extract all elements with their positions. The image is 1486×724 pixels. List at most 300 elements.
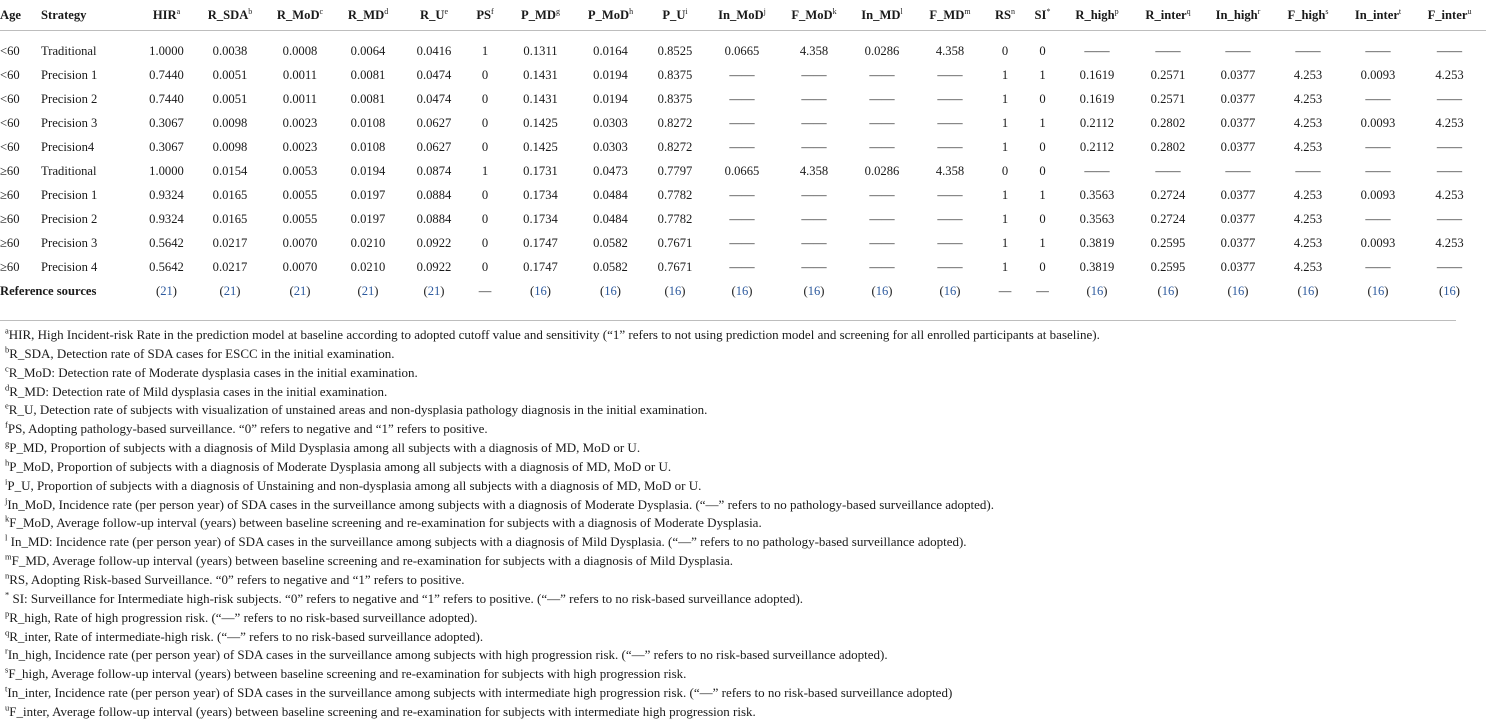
table-cell: 0.3819 <box>1079 235 1115 250</box>
footnote <box>5 646 1455 665</box>
table-cell: 0 <box>1001 43 1009 58</box>
table-cell: —— <box>869 139 895 154</box>
footnote <box>5 609 1455 628</box>
table-cell: 0.0377 <box>1220 259 1256 274</box>
table-cell: 1 <box>481 43 489 58</box>
reference-cell: (21) <box>289 283 311 298</box>
table-cell: 0.0165 <box>212 187 248 202</box>
table-cell: —— <box>1365 163 1391 178</box>
reference-cell-empty: — <box>998 283 1012 298</box>
footnote-marker: s <box>5 664 9 675</box>
column-header-label: In_high <box>1215 8 1258 22</box>
table-cell: 0.0011 <box>282 91 318 106</box>
table-cell: 4.358 <box>799 163 829 178</box>
table-cell: 0.0164 <box>593 43 628 58</box>
table-cell: —— <box>1436 91 1463 106</box>
footnote-marker: a <box>176 6 181 16</box>
reference-link[interactable]: 16 <box>668 283 682 298</box>
reference-cell: (16) <box>731 283 753 298</box>
table-cell: Precision 2 <box>41 91 98 106</box>
table-cell: 0.3563 <box>1079 211 1115 226</box>
table-cell: 0.0008 <box>282 43 318 58</box>
table-bottom-rule <box>0 320 1456 321</box>
footnote-marker: n <box>1011 6 1016 16</box>
table-cell: 4.358 <box>799 43 829 58</box>
table-cell: 0.7782 <box>657 187 693 202</box>
table-cell: 0.0093 <box>1360 187 1396 202</box>
table-cell: 0.0210 <box>350 259 386 274</box>
table-cell: <60 <box>0 91 20 106</box>
footnote-marker: b <box>5 344 10 355</box>
table-cell: 4.253 <box>1435 187 1464 202</box>
table-cell: 1 <box>1001 91 1009 106</box>
reference-link[interactable]: 16 <box>1231 283 1245 298</box>
table-cell: —— <box>801 235 827 250</box>
table-cell: —— <box>729 187 755 202</box>
footnote <box>5 628 1455 647</box>
column-header <box>504 0 577 31</box>
footnote <box>5 401 1455 420</box>
table-cell: 0.1731 <box>523 163 558 178</box>
table-cell: 0.7440 <box>149 91 184 106</box>
table-cell: —— <box>937 235 963 250</box>
table-cell: 0.1311 <box>523 43 558 58</box>
column-header-label: RS <box>994 8 1012 22</box>
table-cell: 4.253 <box>1293 259 1323 274</box>
table-cell: 0.3563 <box>1079 187 1115 202</box>
footnote-text: In_high, Incidence rate (per person year) of SDA cases in the surveillance among subjects with high progression risk. (“—” refers to no risk-based surveillance adopted). <box>7 647 888 663</box>
table-cell: 0.1734 <box>523 211 558 226</box>
reference-sources-label: Reference sources <box>0 283 97 298</box>
reference-link[interactable]: 21 <box>427 283 441 298</box>
column-header <box>1343 0 1413 31</box>
table-cell: 0.0217 <box>212 235 248 250</box>
footnote-text: P_MoD, Proportion of subjects with a diagnosis of Moderate Dysplasia among all subjects with a diagnosis of MD, MoD or U. <box>9 458 672 474</box>
table-cell: Traditional <box>41 43 97 58</box>
table-cell: <60 <box>0 139 20 154</box>
table-cell: 0.3067 <box>149 139 184 154</box>
table-row <box>0 111 1486 135</box>
table-cell: 0.0484 <box>593 211 628 226</box>
table-cell: —— <box>869 259 895 274</box>
table-cell: 0.1431 <box>523 67 558 82</box>
column-header <box>706 0 778 31</box>
table-cell: —— <box>801 211 827 226</box>
footnote-marker: i <box>685 6 688 16</box>
column-header-label: R_high <box>1075 8 1115 22</box>
column-header <box>1273 0 1343 31</box>
table-cell: 0.0377 <box>1220 187 1256 202</box>
footnote <box>5 345 1455 364</box>
table-cell: 0.0416 <box>416 43 452 58</box>
table-cell: 0.0377 <box>1220 115 1256 130</box>
reference-link[interactable]: 16 <box>1443 283 1456 298</box>
table-cell: Precision 2 <box>41 211 98 226</box>
footnote-text: SI: Surveillance for Intermediate high-risk subjects. “0” refers to negative and “1” refers to positive. (“—” refers to no risk-based surveillance adopted). <box>9 590 804 606</box>
table-cell: 0.2112 <box>1079 115 1115 130</box>
footnote-marker: h <box>5 457 10 468</box>
table-cell: 0.0055 <box>282 187 318 202</box>
table-cell: 0.8272 <box>657 139 693 154</box>
footnote <box>5 439 1455 458</box>
parameters-table <box>0 0 1486 303</box>
footnote <box>5 514 1455 533</box>
reference-link[interactable]: 16 <box>1371 283 1385 298</box>
footnote-marker: f <box>491 6 494 16</box>
table-cell: 0.0194 <box>593 91 628 106</box>
reference-cell: (16) <box>1227 283 1249 298</box>
reference-cell: (21) <box>156 283 177 298</box>
reference-cell-empty: — <box>1036 283 1049 298</box>
table-cell: —— <box>1365 211 1391 226</box>
footnote-text: R_high, Rate of high progression risk. (“—” refers to no risk-based surveillance adopted). <box>9 609 478 625</box>
table-cell: 0.0108 <box>350 139 386 154</box>
footnote <box>5 684 1455 703</box>
table-cell: 0.1734 <box>523 187 558 202</box>
footnote-text: In_MoD, Incidence rate (per person year) of SDA cases in the surveillance among subjects with a diagnosis of Moderate Dysplasia. (“—” refers to no pathology-based surveillance adopted). <box>7 496 994 512</box>
table-cell: 0.9324 <box>149 211 184 226</box>
footnote-text: In_MD: Incidence rate (per person year) of SDA cases in the surveillance among subjects with a diagnosis of Mild Dysplasia. (“—” refers to no pathology-based surveillance adopted). <box>7 534 967 550</box>
reference-link[interactable]: 16 <box>1301 283 1315 298</box>
table-cell: 1 <box>1001 187 1009 202</box>
reference-cell-empty: — <box>478 283 492 298</box>
reference-cell: (16) <box>600 283 621 298</box>
footnote-marker: * <box>1046 6 1051 16</box>
column-header-label: R_U <box>419 8 445 22</box>
table-cell: 1 <box>1001 67 1009 82</box>
table-cell: Precision 1 <box>41 187 98 202</box>
table-cell: 0.2802 <box>1150 139 1186 154</box>
column-header-label: P_MD <box>521 8 556 22</box>
table-cell: 1 <box>1039 235 1046 250</box>
table-cell: 0.0051 <box>212 91 248 106</box>
footnote-marker: l <box>900 6 903 16</box>
column-header-label: SI <box>1034 8 1047 22</box>
footnote <box>5 326 1455 345</box>
column-header-label: PS <box>476 8 492 22</box>
table-cell: 0 <box>481 115 489 130</box>
footnote <box>5 420 1455 439</box>
table-cell: —— <box>937 115 963 130</box>
table-cell: 0 <box>1039 163 1046 178</box>
reference-link[interactable]: 16 <box>604 283 617 298</box>
table-cell: 0 <box>1039 211 1046 226</box>
table-cell: 0.5642 <box>149 259 184 274</box>
reference-cell: (16) <box>1086 283 1108 298</box>
table-cell: 4.253 <box>1435 67 1464 82</box>
table-cell: Precision 3 <box>41 235 98 250</box>
footnote-marker: g <box>5 438 10 449</box>
table-cell: 0.1425 <box>523 115 558 130</box>
table-cell: ≥60 <box>0 163 20 178</box>
table-cell: 4.358 <box>935 163 965 178</box>
table-cell: 0.2595 <box>1150 259 1186 274</box>
column-header-label: In_MoD <box>718 8 764 22</box>
footnote-marker: g <box>555 6 560 16</box>
table-row <box>0 63 1486 87</box>
table-cell: 0.8272 <box>657 115 693 130</box>
table-cell: 0.2571 <box>1150 67 1186 82</box>
table-cell: 0.8375 <box>657 67 693 82</box>
footnote-text: P_MD, Proportion of subjects with a diagnosis of Mild Dysplasia among all subjects with a diagnosis of MD, MoD or U. <box>9 440 641 456</box>
column-header <box>986 0 1024 31</box>
table-cell: —— <box>729 259 755 274</box>
column-header-label: P_MoD <box>587 8 630 22</box>
table-row <box>0 255 1486 279</box>
footnote-marker: t <box>1398 6 1402 16</box>
column-header <box>1024 0 1061 31</box>
table-cell: 0.2571 <box>1150 91 1186 106</box>
column-header-label: In_MD <box>861 8 901 22</box>
reference-link[interactable]: 21 <box>223 283 237 298</box>
column-header <box>194 0 266 31</box>
table-cell: 0.0377 <box>1220 139 1256 154</box>
table-cell: 0 <box>481 187 489 202</box>
table-cell: 0.7671 <box>657 235 693 250</box>
footnote <box>5 458 1455 477</box>
footnote <box>5 703 1455 722</box>
column-header-label: Age <box>0 8 21 22</box>
table-header-row <box>0 0 1486 31</box>
table-cell: <60 <box>0 115 20 130</box>
table-cell: 1.0000 <box>149 43 184 58</box>
table-cell: 0.0286 <box>864 163 900 178</box>
column-header <box>850 0 914 31</box>
table-cell: 0 <box>1039 259 1046 274</box>
table-cell: 0.0377 <box>1220 235 1256 250</box>
footnote-marker: n <box>5 570 10 581</box>
table-cell: 4.253 <box>1293 115 1323 130</box>
column-header <box>577 0 644 31</box>
table-cell: 0.0377 <box>1220 67 1256 82</box>
reference-cell: (16) <box>530 283 551 298</box>
footnote-marker: r <box>1257 6 1261 16</box>
table-cell: ≥60 <box>0 211 20 226</box>
table-cell: —— <box>801 187 827 202</box>
footnote-text: R_U, Detection rate of subjects with visualization of unstained areas and non-dysplasia pathology diagnosis in the initial examination. <box>8 402 708 418</box>
table-cell: 0.0473 <box>593 163 628 178</box>
table-cell: 0 <box>481 139 489 154</box>
column-header <box>41 0 139 31</box>
footnote <box>5 533 1455 552</box>
reference-link[interactable]: 16 <box>1161 283 1175 298</box>
footnote-marker: m <box>5 551 12 562</box>
footnote <box>5 552 1455 571</box>
table-cell: —— <box>869 187 895 202</box>
column-header-label: P_U <box>662 8 686 22</box>
footnote-marker: p <box>1114 6 1119 16</box>
footnote-text: PS, Adopting pathology-based surveillance. “0” refers to negative and “1” refers to positive. <box>7 421 488 437</box>
table-cell: —— <box>801 115 827 130</box>
table-cell: 0.7782 <box>657 211 693 226</box>
footnote-marker: c <box>5 363 9 374</box>
table-cell: —— <box>869 115 895 130</box>
table-cell: 4.253 <box>1293 211 1323 226</box>
table-cell: 0 <box>1001 163 1009 178</box>
footnote <box>5 665 1455 684</box>
table-cell: 0.2724 <box>1150 187 1186 202</box>
reference-link[interactable]: 16 <box>943 283 957 298</box>
footnote-marker: j <box>763 6 766 16</box>
reference-cell: (16) <box>803 283 825 298</box>
reference-link[interactable]: 21 <box>361 283 375 298</box>
footnote-marker: j <box>5 495 8 506</box>
column-header <box>778 0 850 31</box>
table-row <box>0 207 1486 231</box>
footnote-marker: q <box>5 627 10 638</box>
table-cell: 0.0038 <box>212 43 248 58</box>
table-cell: —— <box>1436 259 1463 274</box>
table-row <box>0 231 1486 255</box>
reference-cell: (16) <box>939 283 961 298</box>
footnote-marker: b <box>248 6 253 16</box>
table-cell: —— <box>937 139 963 154</box>
table-cell: 0.0165 <box>212 211 248 226</box>
table-cell: 0.0093 <box>1360 235 1396 250</box>
table-cell: 4.253 <box>1435 115 1464 130</box>
table-cell: 0 <box>481 67 489 82</box>
table-cell: —— <box>1084 163 1110 178</box>
column-header-label: R_SDA <box>207 8 249 22</box>
column-header-label: R_MoD <box>276 8 320 22</box>
table-cell: 0.0665 <box>724 43 760 58</box>
reference-cell: (16) <box>1297 283 1319 298</box>
column-header-label: R_inter <box>1145 8 1187 22</box>
reference-link[interactable]: 21 <box>160 283 173 298</box>
footnote <box>5 364 1455 383</box>
table-cell: 4.253 <box>1293 67 1323 82</box>
footnote <box>5 477 1455 496</box>
table-cell: 0.7440 <box>149 67 184 82</box>
footnote-marker: k <box>832 6 837 16</box>
table-cell: 0.0484 <box>593 187 628 202</box>
table-cell: 4.253 <box>1293 235 1323 250</box>
table-cell: —— <box>729 91 755 106</box>
table-cell: 0.0884 <box>416 211 452 226</box>
table-cell: —— <box>729 67 755 82</box>
table-cell: 0 <box>1039 43 1046 58</box>
table-cell: 0.0011 <box>282 67 318 82</box>
table-cell: <60 <box>0 67 20 82</box>
table-cell: Precision 3 <box>41 115 98 130</box>
reference-link[interactable]: 16 <box>1090 283 1104 298</box>
footnote-marker: d <box>5 382 10 393</box>
footnote-marker: i <box>5 476 8 487</box>
column-header <box>402 0 466 31</box>
table-cell: —— <box>801 67 827 82</box>
table-cell: 0.2802 <box>1150 115 1186 130</box>
table-cell: 0.0922 <box>416 235 452 250</box>
table-cell: 0.0922 <box>416 259 452 274</box>
table-cell: 4.253 <box>1435 235 1464 250</box>
reference-link[interactable]: 21 <box>293 283 307 298</box>
reference-link[interactable]: 16 <box>875 283 889 298</box>
table-cell: —— <box>1155 163 1181 178</box>
table-cell: —— <box>869 235 895 250</box>
table-cell: 0.0055 <box>282 211 318 226</box>
table-cell: 0.0582 <box>593 235 628 250</box>
table-cell: —— <box>1225 163 1251 178</box>
table-cell: 0 <box>481 91 489 106</box>
table-cell: —— <box>729 115 755 130</box>
footnote-marker: h <box>629 6 634 16</box>
table-row <box>0 87 1486 111</box>
table-cell: 0.0093 <box>1360 115 1396 130</box>
table-cell: 0.7671 <box>657 259 693 274</box>
table-cell: —— <box>869 91 895 106</box>
table-cell: 0.0197 <box>350 187 386 202</box>
table-cell: 0.0874 <box>416 163 452 178</box>
table-row <box>0 183 1486 207</box>
column-header-label: R_MD <box>347 8 385 22</box>
reference-link[interactable]: 16 <box>735 283 749 298</box>
reference-link[interactable]: 16 <box>807 283 821 298</box>
table-cell: 1 <box>1001 259 1009 274</box>
table-cell: 0.0154 <box>212 163 248 178</box>
table-cell: 0.2595 <box>1150 235 1186 250</box>
table-cell: 0 <box>481 235 489 250</box>
footnote-text: F_inter, Average follow-up interval (years) between baseline screening and re-examination for subjects with intermediate high progression risk. <box>9 703 756 719</box>
table-cell: —— <box>1365 259 1391 274</box>
table-cell: —— <box>937 67 963 82</box>
column-header-label: HIR <box>152 8 177 22</box>
table-body <box>0 31 1486 304</box>
table-cell: 0.0210 <box>350 235 386 250</box>
reference-link[interactable]: 16 <box>534 283 547 298</box>
column-header <box>266 0 334 31</box>
reference-cell: (16) <box>871 283 893 298</box>
table-cell: 4.253 <box>1293 187 1323 202</box>
table-cell: 0.2112 <box>1079 139 1115 154</box>
footnote-marker: u <box>1467 6 1472 16</box>
table-cell: 0.0081 <box>350 91 386 106</box>
table-cell: —— <box>1365 91 1391 106</box>
table-cell: 0.0474 <box>416 67 452 82</box>
table-cell: ≥60 <box>0 259 20 274</box>
footnote-marker: f <box>5 419 8 430</box>
table-cell: —— <box>801 139 827 154</box>
table-cell: 0.0093 <box>1360 67 1396 82</box>
table-cell: —— <box>1155 43 1181 58</box>
column-header-label: F_MD <box>929 8 965 22</box>
table-cell: Traditional <box>41 163 97 178</box>
footnote-text: R_MoD: Detection rate of Moderate dysplasia cases in the initial examination. <box>8 364 418 380</box>
table-cell: 0.0286 <box>864 43 900 58</box>
table-cell: —— <box>1436 211 1463 226</box>
footnote-text: R_SDA, Detection rate of SDA cases for ESCC in the initial examination. <box>9 345 395 361</box>
table-cell: 0.0064 <box>350 43 386 58</box>
table-cell: 0.0217 <box>212 259 248 274</box>
table-cell: 0.0098 <box>212 115 248 130</box>
table-cell: 0.0377 <box>1220 91 1256 106</box>
table-cell: 0.0474 <box>416 91 452 106</box>
table-cell: 0.0884 <box>416 187 452 202</box>
column-header <box>1133 0 1203 31</box>
table-cell: 0 <box>1039 91 1046 106</box>
table-cell: 1 <box>481 163 489 178</box>
table-cell: —— <box>937 91 963 106</box>
table-cell: 1 <box>1039 67 1046 82</box>
table-cell: 0.0303 <box>593 115 628 130</box>
table-cell: 4.253 <box>1293 91 1323 106</box>
table-cell: 0.1619 <box>1079 91 1115 106</box>
table-cell: 0.0053 <box>282 163 318 178</box>
table-cell: 0.0665 <box>724 163 760 178</box>
footnote-text: HIR, High Incident-risk Rate in the prediction model at baseline according to adopted cutoff value and sensitivity (“1” refers to not using prediction model and screening for all enrolled participants at baseline). <box>8 327 1100 342</box>
table-cell: 0.0108 <box>350 115 386 130</box>
table-cell: 0.0051 <box>212 67 248 82</box>
table-cell: —— <box>729 211 755 226</box>
